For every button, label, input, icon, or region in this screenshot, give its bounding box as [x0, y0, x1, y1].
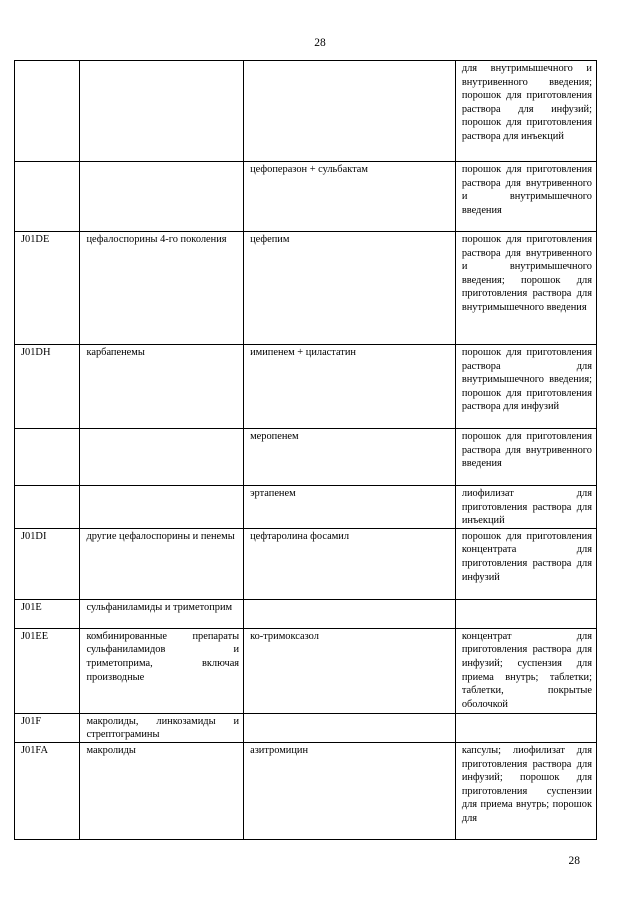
atc-code-cell: J01EE — [15, 628, 80, 713]
atc-code-cell — [15, 61, 80, 162]
table-row — [15, 713, 597, 742]
dosage-form-cell — [455, 713, 596, 742]
group-cell — [80, 429, 244, 486]
drug-table — [14, 60, 597, 840]
dosage-form-cell: капсулы; лиофилизат для приготовления раствора для инфузий; порошок для приготовления суспензии для приема внутрь; порошок для — [455, 742, 596, 839]
atc-code-cell — [15, 486, 80, 529]
table-row — [15, 61, 597, 162]
table-row — [15, 528, 597, 599]
group-cell: карбапенемы — [80, 345, 244, 429]
group-cell: макролиды — [80, 742, 244, 839]
group-cell: цефалоспорины 4-го поколения — [80, 232, 244, 345]
dosage-form-cell: порошок для приготовления раствора для внутривенного введения — [455, 429, 596, 486]
dosage-form-cell: порошок для приготовления раствора для внутримышечного введения; порошок для приготовления раствора для инфузий — [455, 345, 596, 429]
page-number-bottom: 28 — [568, 855, 580, 867]
atc-code-cell: J01E — [15, 599, 80, 628]
drug-cell: цефепим — [244, 232, 456, 345]
table-row — [15, 232, 597, 345]
drug-cell — [244, 599, 456, 628]
group-cell: другие цефалоспорины и пенемы — [80, 528, 244, 599]
drug-cell: ко-тримоксазол — [244, 628, 456, 713]
atc-code-cell: J01DH — [15, 345, 80, 429]
table-row — [15, 162, 597, 232]
table-row — [15, 486, 597, 529]
dosage-form-cell: порошок для приготовления раствора для внутривенного и внутримышечного введения; порошок для приготовления раствора для внутримышечного введения — [455, 232, 596, 345]
atc-code-cell: J01F — [15, 713, 80, 742]
drug-cell: меропенем — [244, 429, 456, 486]
atc-code-cell — [15, 429, 80, 486]
drug-cell: имипенем + циластатин — [244, 345, 456, 429]
atc-code-cell: J01DI — [15, 528, 80, 599]
drug-cell: цефтаролина фосамил — [244, 528, 456, 599]
drug-cell: цефоперазон + сульбактам — [244, 162, 456, 232]
group-cell — [80, 486, 244, 529]
dosage-form-cell: концентрат для приготовления раствора для инфузий; суспензия для приема внутрь; таблетки; таблетки, покрытые оболочкой — [455, 628, 596, 713]
drug-cell — [244, 61, 456, 162]
table-row — [15, 599, 597, 628]
group-cell: макролиды, линкозамиды и стрептограмины — [80, 713, 244, 742]
dosage-form-cell: лиофилизат для приготовления раствора для инъекций — [455, 486, 596, 529]
drug-cell: эртапенем — [244, 486, 456, 529]
drug-cell: азитромицин — [244, 742, 456, 839]
table-row — [15, 345, 597, 429]
table-row — [15, 628, 597, 713]
atc-code-cell: J01DE — [15, 232, 80, 345]
group-cell: сульфаниламиды и триметоприм — [80, 599, 244, 628]
dosage-form-cell: порошок для приготовления раствора для внутривенного и внутримышечного введения — [455, 162, 596, 232]
dosage-form-cell: для внутримышечного и внутривенного введения; порошок для приготовления раствора для инфузий; порошок для приготовления раствора для инъекций — [455, 61, 596, 162]
dosage-form-cell: порошок для приготовления концентрата для приготовления раствора для инфузий — [455, 528, 596, 599]
atc-code-cell: J01FA — [15, 742, 80, 839]
group-cell: комбинированные препараты сульфаниламидов и триметоприма, включая производные — [80, 628, 244, 713]
dosage-form-cell — [455, 599, 596, 628]
group-cell — [80, 61, 244, 162]
table-row — [15, 742, 597, 839]
table-row — [15, 429, 597, 486]
drug-cell — [244, 713, 456, 742]
atc-code-cell — [15, 162, 80, 232]
page-number-top: 28 — [314, 37, 326, 49]
group-cell — [80, 162, 244, 232]
